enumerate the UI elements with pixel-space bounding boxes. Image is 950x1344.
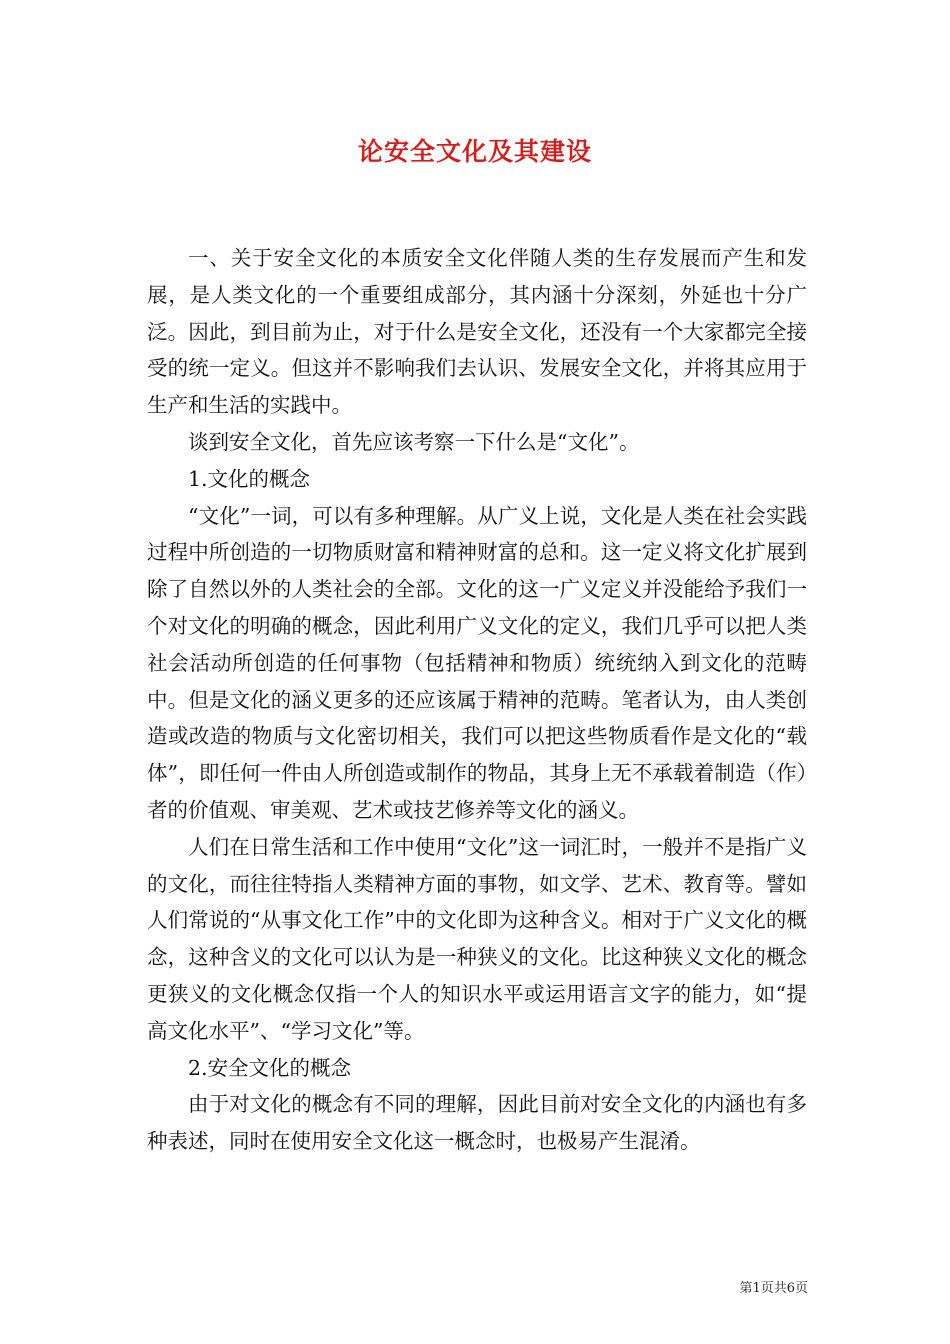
document-title: 论安全文化及其建设 xyxy=(357,137,592,166)
section-heading: 2.安全文化的概念 xyxy=(188,1055,352,1080)
document-body xyxy=(147,240,807,1160)
paragraph: “文化”一词，可以有多种理解。从广义上说，文化是人类在社会实践过程中所创造的一切物质财富和精神财富的总和。这一定义将文化扩展到除了自然以外的人类社会的全部。文化的这一广义定义并没能给予我们一个对文化的明确的概念，因此利用广义文化的定义，我们几乎可以把人类社会活动所创造的任何事物（包括精神和物质）统统纳入到文化的范畴中。但是文化的涵义更多的还应该属于精神的范畴。笔者认为，由人类创造或改造的物质与文化密切相关，我们可以把这些物质看作是文化的“载体”，即任何一件由人所创造或制作的物品，其身上无不承载着制造（作）者的价值观、审美观、艺术或技艺修养等文化的涵义。 xyxy=(147,503,807,822)
paragraph: 一、关于安全文化的本质安全文化伴随人类的生存发展而产生和发展，是人类文化的一个重要组成部分，其内涵十分深刻，外延也十分广泛。因此，到目前为止，对于什么是安全文化，还没有一个大家都完全接受的统一定义。但这并不影响我们去认识、发展安全文化，并将其应用于生产和生活的实践中。 xyxy=(147,246,807,418)
paragraph: 人们在日常生活和工作中使用“文化”这一词汇时，一般并不是指广义的文化，而往往特指人类精神方面的事物，如文学、艺术、教育等。譬如人们常说的“从事文化工作”中的文化即为这种含义。相对于广义文化的概念，这种含义的文化可以认为是一种狭义的文化。比这种狭义文化的概念更狭义的文化概念仅指一个人的知识水平或运用语言文字的能力，如“提高文化水平”、“学习文化”等。 xyxy=(147,834,807,1043)
paragraph: 谈到安全文化，首先应该考察一下什么是“文化”。 xyxy=(188,429,640,454)
section-heading: 1.文化的概念 xyxy=(188,466,311,491)
paragraph: 由于对文化的概念有不同的理解，因此目前对安全文化的内涵也有多种表述，同时在使用安全文化这一概念时，也极易产生混淆。 xyxy=(147,1092,807,1154)
page-number: 第1页共6页 xyxy=(739,1281,808,1296)
